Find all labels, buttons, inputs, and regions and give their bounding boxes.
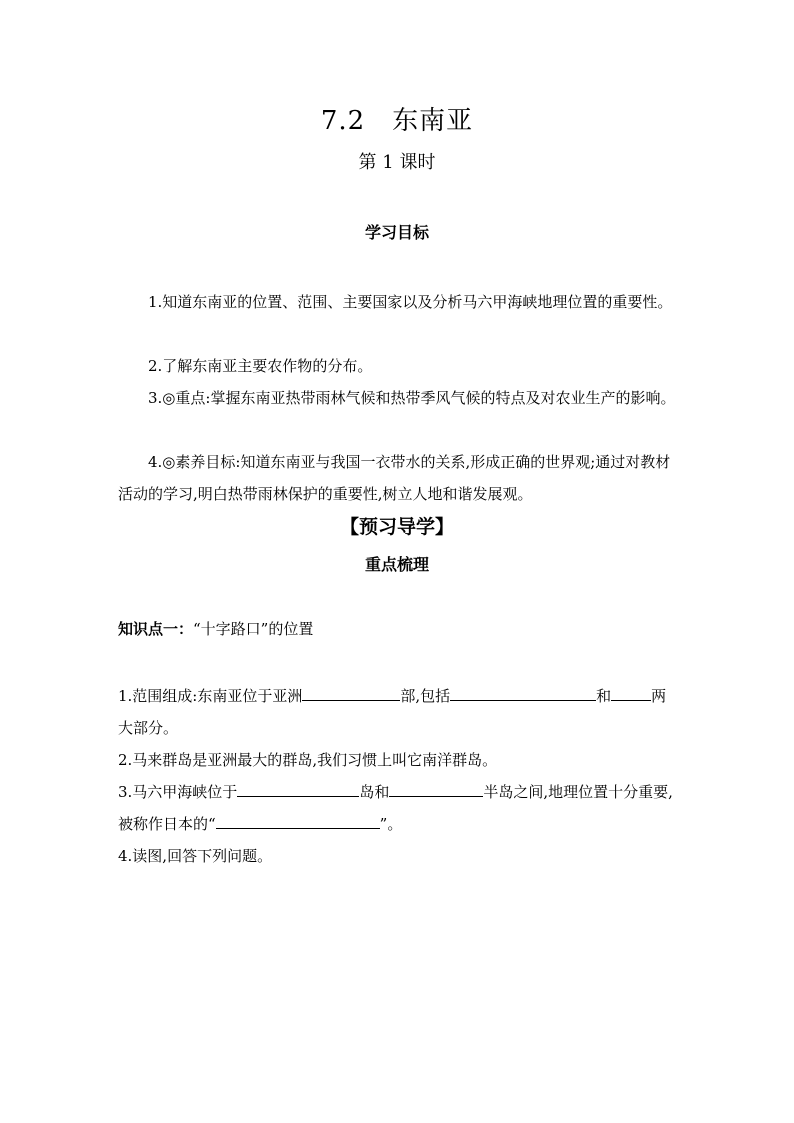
question-2: 2.马来群岛是亚洲最大的群岛,我们习惯上叫它南洋群岛。 (118, 751, 498, 769)
question-3 (118, 776, 676, 840)
question-4: 4.读图,回答下列问题。 (118, 847, 273, 865)
question-3-text-d: ”。 (379, 815, 403, 833)
answer-blank-1[interactable] (302, 686, 400, 701)
question-3-text-a: 3.马六甲海峡位于 (118, 783, 238, 801)
knowledge-point-heading (118, 618, 313, 639)
answer-blank-6[interactable] (216, 814, 380, 829)
goal-item-4: 4.◎素养目标:知道东南亚与我国一衣带水的关系,形成正确的世界观;通过对教材活动的学习,明白热带雨林保护的重要性,树立人地和谐发展观。 (118, 453, 671, 503)
preview-heading: 【预习导学】 (339, 516, 454, 538)
goal-item-1: 1.知道东南亚的位置、范围、主要国家以及分析马六甲海峡地理位置的重要性。 (148, 293, 673, 311)
answer-blank-5[interactable] (389, 782, 483, 797)
key-points-heading: 重点梳理 (364, 555, 429, 574)
lesson-subtitle: 第 1 课时 (358, 152, 436, 173)
question-1 (118, 680, 676, 744)
knowledge-point-label: 知识点一： (118, 620, 194, 638)
question-1-text-b: 部,包括 (400, 687, 451, 705)
answer-blank-3[interactable] (611, 686, 651, 701)
goal-item-2: 2.了解东南亚主要农作物的分布。 (148, 357, 373, 375)
question-1-text-a: 1.范围组成:东南亚位于亚洲 (118, 687, 303, 705)
question-3-text-b: 岛和 (359, 783, 390, 801)
answer-blank-4[interactable] (237, 782, 359, 797)
answer-blank-2[interactable] (450, 686, 596, 701)
question-1-text-d: 两大部分。 (118, 687, 667, 737)
page-title: 7.2 东南亚 (320, 106, 474, 136)
goal-item-3: 3.◎重点:掌握东南亚热带雨林气候和热带季风气候的特点及对农业生产的影响。 (148, 389, 676, 407)
question-1-text-c: 和 (596, 687, 612, 705)
goals-heading: 学习目标 (364, 223, 429, 242)
knowledge-point-title: “十字路口”的位置 (193, 620, 314, 638)
question-3-text-c: 半岛之间,地理位置十分重要,被称作日本的“ (118, 783, 673, 833)
